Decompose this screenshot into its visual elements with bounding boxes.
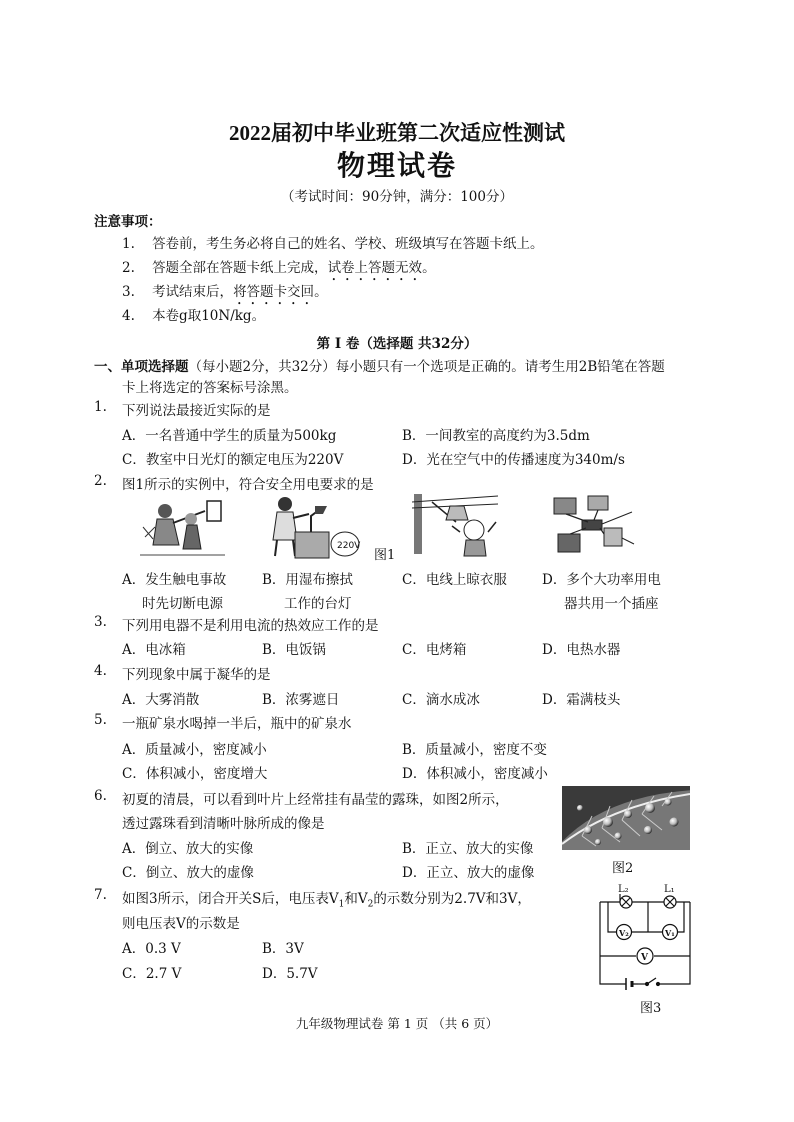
section-desc-2: 卡上将选定的答案标号涂黑。 xyxy=(122,380,298,396)
question-3-option-c: C．电烤箱 xyxy=(402,642,467,658)
question-1-stem: 下列说法最接近实际的是 xyxy=(122,403,271,419)
note-4 xyxy=(122,304,265,324)
note-text: 考试结束后， xyxy=(152,284,234,300)
question-5-stem: 一瓶矿泉水喝掉一半后，瓶中的矿泉水 xyxy=(122,716,352,732)
figure1-wet-cloth-lamp-image xyxy=(265,494,361,560)
note-text-end: 。 xyxy=(422,260,436,276)
question-2-option-a-line2: 时先切断电源 xyxy=(142,596,223,612)
figure3-circuit-diagram xyxy=(590,880,700,996)
note-text: 本卷g取10N/kg。 xyxy=(152,308,266,324)
question-5-option-b: B．质量减小，密度不变 xyxy=(402,742,547,758)
svg-text:220V: 220V xyxy=(337,541,361,551)
v2-subscript: 2 xyxy=(367,899,374,910)
question-7-option-b: B．3V xyxy=(262,941,304,957)
question-2-option-b-line2: 工作的台灯 xyxy=(284,596,352,612)
question-3-stem: 下列用电器不是利用电流的热效应工作的是 xyxy=(122,618,379,634)
question-2-stem: 图1所示的实例中，符合安全用电要求的是 xyxy=(122,477,374,493)
question-4-option-d: D．霜满枝头 xyxy=(542,692,621,708)
note-emphasis: 将答题卡交回 xyxy=(233,284,315,300)
question-7-stem-line1 xyxy=(122,887,531,910)
question-7-stem-part-c: 的示数分别为2.7V和3V， xyxy=(373,891,531,907)
question-6-stem-line1: 初夏的清晨，可以看到叶片上经常挂有晶莹的露珠，如图2所示， xyxy=(122,792,509,808)
part1-heading: 第 I 卷（选择题 共32分） xyxy=(316,336,478,352)
question-2-option-d-line1: D．多个大功率用电 xyxy=(542,572,661,588)
question-5-number: 5. xyxy=(94,712,107,728)
question-1-option-c: C．教室中日光灯的额定电压为220V xyxy=(122,452,344,468)
figure-3-label: 图3 xyxy=(640,1001,662,1016)
question-7-option-c: C．2.7 V xyxy=(122,966,182,982)
exam-title: 2022届初中毕业班第二次适应性测试 xyxy=(229,121,565,145)
question-4-option-c: C．滴水成冰 xyxy=(402,692,480,708)
question-7-option-d: D．5.7V xyxy=(262,966,318,982)
question-4-option-b: B．浓雾遮日 xyxy=(262,692,340,708)
question-7-option-a: A．0.3 V xyxy=(122,941,181,957)
question-7-stem-part-a: 如图3所示，闭合开关S后，电压表V xyxy=(122,891,339,907)
note-text-end: 。 xyxy=(314,284,328,300)
question-7-number: 7. xyxy=(94,887,107,903)
question-2-option-c: C．电线上晾衣服 xyxy=(402,572,507,588)
question-6-option-c: C．倒立、放大的虚像 xyxy=(122,865,254,881)
l2-label: L₂ xyxy=(618,884,629,895)
question-6-option-d: D．正立、放大的虚像 xyxy=(402,865,535,881)
question-6-option-b: B．正立、放大的实像 xyxy=(402,841,534,857)
note-text: 答题全部在答题卡纸上完成， xyxy=(152,260,328,276)
section-instructions xyxy=(94,355,665,375)
section-label: 一、单项选择题 xyxy=(94,359,189,375)
section-desc: （每小题2分，共32分）每小题只有一个选项是正确的。请考生用2B铅笔在答题 xyxy=(188,359,665,375)
note-number: 1. xyxy=(122,236,135,252)
question-1-option-a: A．一名普通中学生的质量为500kg xyxy=(122,428,337,444)
v2-meter-label: V₂ xyxy=(619,928,629,938)
v1-subscript: 1 xyxy=(338,899,345,910)
question-5-option-c: C．体积减小，密度增大 xyxy=(122,766,268,782)
note-number: 4. xyxy=(122,308,135,324)
figure1-overloaded-socket-image xyxy=(548,494,638,556)
question-6-option-a: A．倒立、放大的实像 xyxy=(122,841,254,857)
question-2-option-b-line1: B．用湿布擦拭 xyxy=(262,572,353,588)
v1-meter-label: V₁ xyxy=(665,928,675,938)
v-meter-label: V xyxy=(641,953,648,963)
question-2-option-d-line2: 器共用一个插座 xyxy=(564,596,659,612)
question-4-stem: 下列现象中属于凝华的是 xyxy=(122,667,271,683)
question-1-option-b: B．一间教室的高度约为3.5dm xyxy=(402,428,590,444)
question-1-option-d: D．光在空气中的传播速度为340m/s xyxy=(402,452,625,468)
figure2-leaf-dew-image xyxy=(562,786,690,850)
subject-title: 物理试卷 xyxy=(336,149,457,182)
question-7-stem-part-b: 和V xyxy=(344,891,368,907)
figure-1-label: 图1 xyxy=(374,548,396,563)
question-4-option-a: A．大雾消散 xyxy=(122,692,200,708)
note-number: 3. xyxy=(122,284,135,300)
question-1-number: 1. xyxy=(94,399,107,415)
note-emphasis: 试卷上答题无效 xyxy=(327,260,423,276)
question-3-number: 3. xyxy=(94,614,107,630)
question-6-stem-line2: 透过露珠看到清晰叶脉所成的像是 xyxy=(122,816,325,832)
question-3-option-d: D．电热水器 xyxy=(542,642,621,658)
question-7-stem-line2: 则电压表V的示数是 xyxy=(122,916,240,932)
question-2-number: 2. xyxy=(94,473,107,489)
l1-label: L₁ xyxy=(664,884,675,895)
note-1 xyxy=(122,232,544,252)
question-5-option-d: D．体积减小，密度减小 xyxy=(402,766,548,782)
figure1-electric-shock-image xyxy=(135,497,227,559)
page-footer: 九年级物理试卷 第 1 页 （共 6 页） xyxy=(295,1016,499,1031)
question-2-option-a-line1: A．发生触电事故 xyxy=(122,572,227,588)
question-5-option-a: A．质量减小，密度减小 xyxy=(122,742,267,758)
question-6-number: 6. xyxy=(94,788,107,804)
question-4-number: 4. xyxy=(94,663,107,679)
note-number: 2. xyxy=(122,260,135,276)
exam-info: （考试时间：90分钟，满分：100分） xyxy=(281,189,513,205)
figure1-clothes-on-wire-image xyxy=(412,492,498,558)
notes-heading: 注意事项： xyxy=(94,214,162,230)
question-3-option-a: A．电冰箱 xyxy=(122,642,186,658)
note-text: 答卷前，考生务必将自己的姓名、学校、班级填写在答题卡纸上。 xyxy=(152,236,544,252)
question-3-option-b: B．电饭锅 xyxy=(262,642,326,658)
figure-2-label: 图2 xyxy=(612,861,634,876)
